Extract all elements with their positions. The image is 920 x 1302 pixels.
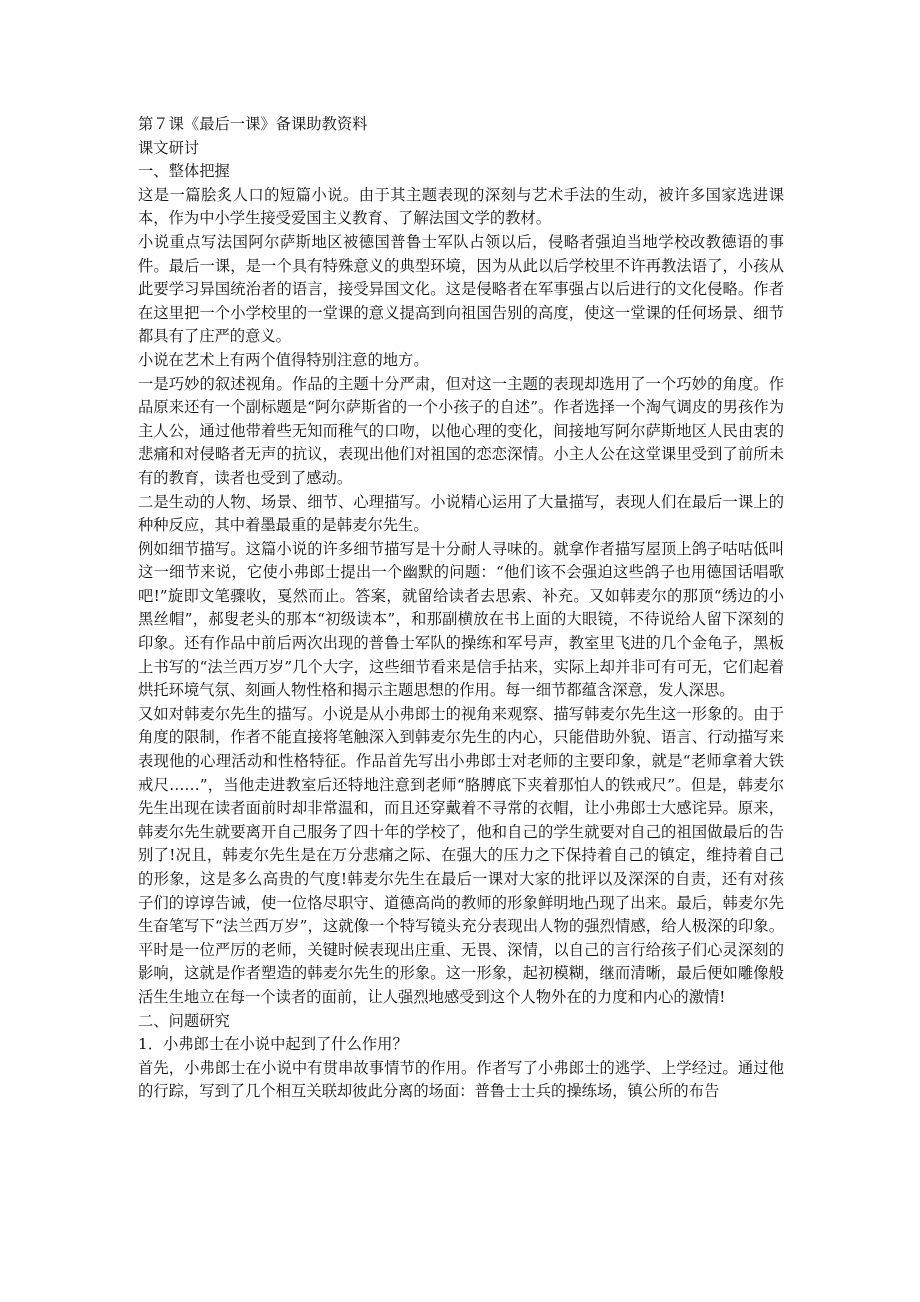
heading-overall-grasp: 一、整体把握 <box>138 162 230 181</box>
paragraph: 例如细节描写。这篇小说的许多细节描写是十分耐人寻味的。就拿作者描写屋顶上鸽子咕咕低叫这一细节来说，它使小弗郎士提出一个幽默的问题：“他们该不会强迫这些鸽子也用德国话唱歌吧!”旋即文笔骤收，戛然而止。答案，就留给读者去思索、补充。又如韩麦尔的那顶“绣边的小黑丝帽”，郝叟老头的那本“初级读本”，和那副横放在书上面的大眼镜，不待说给人留下深刻的印象。还有作品中前后两次出现的普鲁士军队的操练和军号声，教室里飞进的几个金龟子，黑板上书写的“法兰西万岁”几个大字，这些细节看来是信手拈来，实际上却并非可有可无，它们起着烘托环境气氛、刻画人物性格和揭示主题思想的作用。每一细节都蕴含深意，发人深思。 <box>138 539 784 700</box>
paragraph: 小说重点写法国阿尔萨斯地区被德国普鲁士军队占领以后，侵略者强迫当地学校改教德语的事件。最后一课，是一个具有特殊意义的典型环境，因为从此以后学校里不许再教法语了，小孩从此要学习异国统治者的语言，接受异国文化。这是侵略者在军事强占以后进行的文化侵略。作者在这里把一个小学校里的一堂课的意义提高到向祖国告别的高度，使这一堂课的任何场景、细节都具有了庄严的意义。 <box>138 232 784 346</box>
paragraph: 又如对韩麦尔先生的描写。小说是从小弗郎士的视角来观察、描写韩麦尔先生这一形象的。由于角度的限制，作者不能直接将笔触深入到韩麦尔先生的内心，只能借助外貌、语言、行动描写来表现他的心理活动和性格特征。作品首先写出小弗郎士对老师的主要印象，就是“老师拿着大铁戒尺……”，当他走进教室后还特地注意到老师“胳膊底下夹着那怕人的铁戒尺”。但是，韩麦尔先生出现在读者面前时却非常温和，而且还穿戴着不寻常的衣帽，让小弗郎士大感诧异。原来，韩麦尔先生就要离开自己服务了四十年的学校了，他和自己的学生就要对自己的祖国做最后的告别了!况且，韩麦尔先生是在万分悲痛之际、在强大的压力之下保持着自己的镇定，维持着自己的形象，这是多么高贵的气度!韩麦尔先生在最后一课对大家的批评以及深深的自责，还有对孩子们的谆谆告诫，使一位恪尽职守、道德高尚的教师的形象鲜明地凸现了出来。最后，韩麦尔先生奋笔写下“法兰西万岁”，这就像一个特写镜头充分表现出人物的强烈情感，给人极深的印象。平时是一位严厉的老师，关键时候表现出庄重、无畏、深情，以自己的言行给孩子们心灵深刻的影响，这就是作者塑造的韩麦尔先生的形象。这一形象，起初模糊，继而清晰，最后便如雕像般活生生地立在每一个读者的面前，让人强烈地感受到这个人物外在的力度和内心的激情! <box>138 704 784 1006</box>
paragraph: 小说在艺术上有两个值得特别注意的地方。 <box>138 350 429 369</box>
question-1: 1．小弗郎士在小说中起到了什么作用？ <box>138 1035 408 1054</box>
section-label: 课文研讨 <box>138 138 200 157</box>
document-title: 第７课《最后一课》备课助教资料 <box>138 115 368 133</box>
paragraph: 这是一篇脍炙人口的短篇小说。由于其主题表现的深刻与艺术手法的生动，被许多国家选进课本，作为中小学生接受爱国主义教育、了解法国文学的教材。 <box>138 185 784 228</box>
heading-problem-research: 二、问题研究 <box>138 1011 230 1030</box>
paragraph: 二是生动的人物、场景、细节、心理描写。小说精心运用了大量描写，表现人们在最后一课上的种种反应，其中着墨最重的是韩麦尔先生。 <box>138 492 784 535</box>
document-page <box>138 113 784 1104</box>
paragraph: 首先，小弗郎士在小说中有贯串故事情节的作用。作者写了小弗郎士的逃学、上学经过。通过他的行踪，写到了几个相互关联却彼此分离的场面：普鲁士士兵的操练场，镇公所的布告 <box>138 1058 784 1101</box>
paragraph: 一是巧妙的叙述视角。作品的主题十分严肃，但对这一主题的表现却选用了一个巧妙的角度。作品原来还有一个副标题是“阿尔萨斯省的一个小孩子的自述”。作者选择一个淘气调皮的男孩作为主人公，通过他带着些无知而稚气的口吻，以他心理的变化，间接地写阿尔萨斯地区人民由衷的悲痛和对侵略者无声的抗议，表现出他们对祖国的恋恋深情。小主人公在这堂课里受到了前所未有的教育，读者也受到了感动。 <box>138 374 784 487</box>
